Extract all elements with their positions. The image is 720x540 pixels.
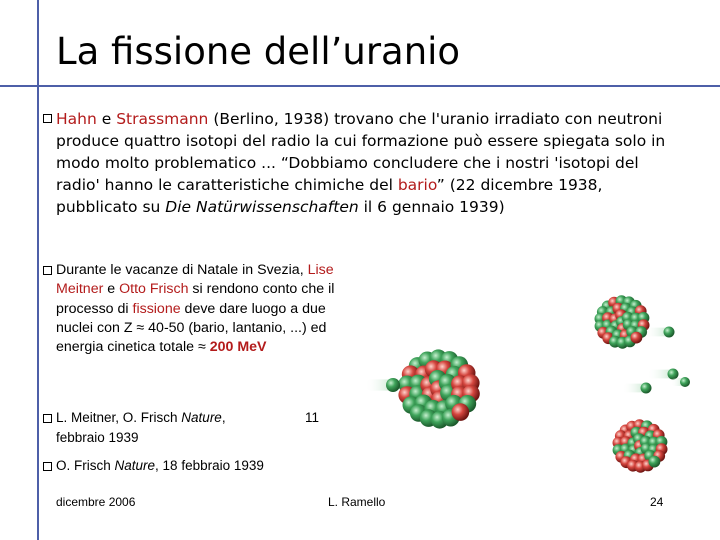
neutron-icon: [641, 383, 652, 394]
name-meitner: Lise Meitner: [56, 262, 334, 298]
paragraph-meitner-frisch: [56, 261, 356, 357]
name-hahn: Hahn: [56, 110, 97, 128]
paragraph1-text-c: il 6 gennaio 1939): [358, 198, 505, 216]
neutron-icon: [680, 377, 690, 387]
journal-name: Die Natürwissenschaften: [165, 198, 359, 216]
paragraph1-text-a: (Berlino, 1938) trovano che l'uranio irradiato con neutroni produce quattro isotopi del radio la cui formazione può essere spiegata solo in modo molto problematico ... “Dobbiamo concludere che i nostri 'isotopi del radio' hanno le caratteristiche chimiche del: [56, 110, 666, 194]
word-fissione: fissione: [132, 300, 181, 317]
neutron-icon: [664, 327, 675, 338]
fission-fragment-2: [613, 419, 668, 472]
nucleon-icon: [631, 332, 643, 344]
slide-title: La fissione dell’uranio: [56, 30, 461, 73]
neutron-icon: [668, 369, 679, 380]
name-strassmann: Strassmann: [116, 110, 209, 128]
paragraph2-text-a: Durante le vacanze di Natale in Svezia,: [56, 262, 308, 278]
reference-1-line-1: [56, 410, 226, 425]
bullet-icon: [43, 114, 52, 123]
reference-1-journal: Nature: [181, 410, 222, 425]
footer-date: dicembre 2006: [56, 495, 136, 509]
footer-page-number: 24: [650, 495, 664, 509]
reference-1-authors: L. Meitner, O. Frisch: [56, 410, 182, 425]
footer-author: L. Ramello: [328, 495, 386, 509]
text-and: e: [103, 281, 120, 298]
reference-1-comma: ,: [221, 410, 226, 425]
bullet-icon: [43, 414, 52, 423]
nucleon-icon: [649, 456, 661, 468]
paragraph-hahn-strassmann: [56, 108, 676, 218]
title-underline: [0, 85, 720, 87]
paragraph2-text-b: si rendono conto che il processo di: [56, 281, 335, 317]
nuclear-fission-illustration: [362, 288, 695, 480]
reference-1-day: 11: [305, 410, 320, 425]
reference-2-date: , 18 febbraio 1939: [155, 458, 264, 473]
bullet-icon: [43, 462, 52, 471]
neutron-icon: [386, 378, 400, 392]
nucleon-icon: [452, 403, 470, 421]
paragraph2-text-c: deve dare luogo a due nuclei con Z ≈ 40-50 (bario, lantanio, ...) ed energia cinetica totale ≈: [56, 300, 327, 356]
paragraph1-text-b: ” (22 dicembre 1938, pubblicato su: [56, 176, 603, 216]
name-frisch: Otto Frisch: [119, 281, 189, 298]
reference-2: [56, 458, 264, 473]
text-and: e: [96, 110, 117, 128]
word-bario: bario: [397, 176, 437, 194]
reference-2-authors: O. Frisch: [56, 458, 115, 473]
left-accent-line: [37, 0, 39, 540]
energy-value: 200 MeV: [209, 339, 267, 356]
reference-2-journal: Nature: [114, 458, 156, 473]
uranium-nucleus: [398, 349, 480, 428]
reference-1-date: febbraio 1939: [56, 430, 139, 445]
bullet-icon: [43, 266, 52, 275]
fission-fragment-1: [595, 295, 650, 348]
